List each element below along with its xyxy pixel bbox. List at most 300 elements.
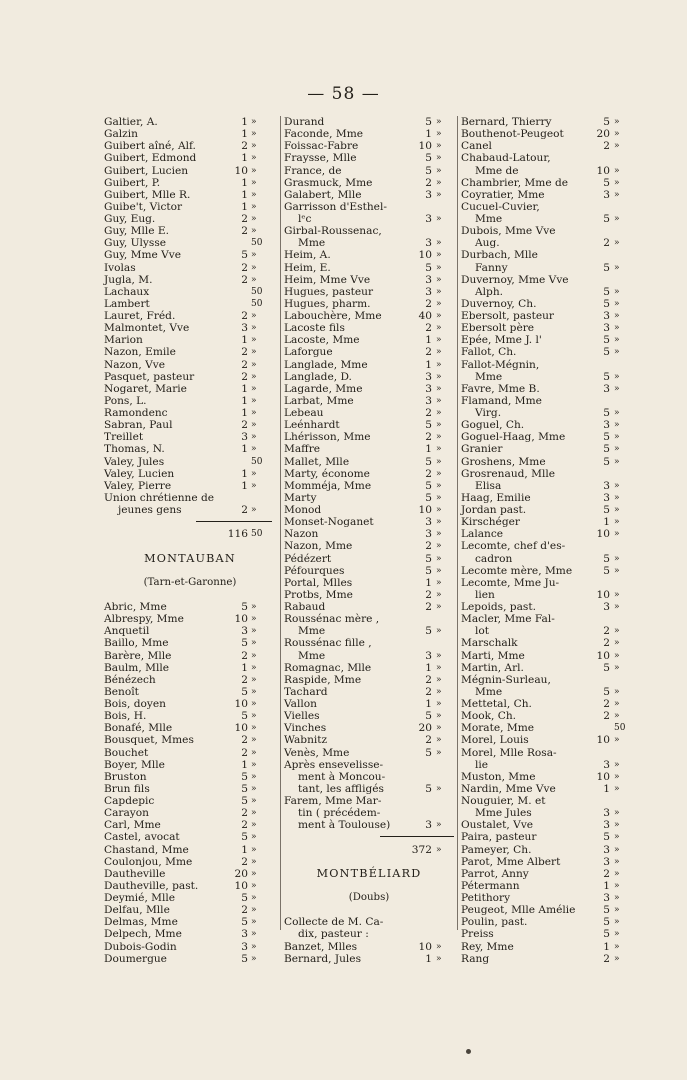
amount-francs: 10 [418,140,432,153]
donor-entry [284,419,454,431]
donor-name: Après ensevelisse- [284,758,384,771]
amount-centimes: » [436,699,442,709]
amount-centimes: » [251,371,257,382]
amount-centimes: » [436,347,442,358]
donor-name: Dubois, Mme Vve [461,225,556,238]
donor-name: Lacoste fils [284,322,345,335]
page-number: — 58 — [307,84,380,104]
donor-name: Marty, économe [284,467,370,480]
amount-centimes: » [251,844,257,855]
donor-name: ment à Moncou- [298,770,386,783]
donor-name: Durbach, Mlle [461,249,538,262]
amount-centimes: » [251,808,257,819]
donor-name: Girbal-Roussenac, [284,225,382,238]
amount-centimes: » [614,868,620,879]
donor-name: Banzet, Mlles [284,940,358,953]
donor-name: Petithory [461,892,511,904]
amount-centimes: » [436,359,442,370]
amount-centimes: » [251,214,257,224]
donor-entry [461,274,631,286]
donor-name: Guibert aîné, Alf. [104,140,196,153]
donor-name: Mme [475,685,503,698]
ink-dot [466,1049,471,1054]
donor-name: Nogaret, Marie [104,382,187,395]
donor-entry [284,262,454,274]
amount-francs: 5 [425,152,432,165]
donor-name: Pasquet, pasteur [104,370,195,383]
amount-francs: 5 [603,455,610,468]
amount-francs: 2 [425,431,432,444]
donor-entry [284,953,454,965]
donor-name: Vielles [284,710,320,723]
amount-centimes: » [614,638,620,649]
donor-name: Jordan past. [461,504,527,516]
donor-entry [284,613,454,625]
donor-name: Durand [284,116,325,128]
donor-entry [284,286,454,298]
amount-francs: 3 [603,819,610,832]
donor-name: Péfourques [284,564,345,577]
amount-francs: 3 [603,419,610,432]
amount-francs: 3 [425,528,432,541]
donor-entry [461,262,631,274]
amount-centimes: » [251,117,257,127]
amount-francs: 5 [603,831,610,844]
amount-centimes: » [614,905,620,916]
donor-entry [284,710,454,722]
donor-name: Jugla, M. [104,273,153,286]
donor-entry [284,407,454,419]
amount-centimes: » [251,395,257,406]
donor-name: Fanny [475,261,508,274]
amount-centimes: » [251,783,257,794]
donor-entry [104,249,276,261]
amount-francs: 5 [425,710,432,723]
amount-centimes: » [436,674,442,685]
amount-centimes: » [251,759,257,770]
donor-name: Nazon [284,528,319,541]
donor-entry [461,710,631,722]
amount-centimes: » [251,274,257,285]
amount-francs: 2 [425,685,432,698]
amount-centimes: 50 [251,456,263,467]
donor-entry [104,456,276,468]
donor-name: dix, pasteur : [298,928,369,941]
donor-name: Grosrenaud, Mlle [461,467,556,480]
donor-entry [461,601,631,613]
donor-entry [284,698,454,710]
donor-entry [284,928,454,940]
donor-name: Marion [104,334,143,347]
donor-entry [104,674,276,686]
donor-entry [104,237,276,249]
donor-entry [104,819,276,831]
total-rule [196,521,272,522]
donor-name: Heim, E. [284,261,331,274]
donor-entry [461,807,631,819]
donor-entry [461,395,631,407]
amount-centimes: » [436,602,442,612]
donor-entry [461,504,631,516]
amount-francs: 5 [603,213,610,225]
donor-entry [284,456,454,468]
amount-francs: 5 [603,504,610,516]
amount-centimes: » [251,662,257,673]
donor-name: Laforgue [284,346,333,359]
amount-centimes: » [436,153,442,164]
amount-francs: 2 [425,467,432,480]
donor-entry [104,941,276,953]
amount-centimes: » [251,420,257,431]
donor-name: Parrot, Anny [461,867,529,880]
amount-centimes: » [614,893,620,903]
amount-francs: 1 [241,176,248,189]
amount-francs: 1 [425,128,432,141]
amount-centimes: » [614,165,620,176]
amount-francs: 1 [241,467,248,480]
amount-francs: 10 [596,528,610,541]
amount-centimes: » [614,626,620,637]
amount-francs: 2 [241,819,248,832]
amount-francs: 1 [241,407,248,419]
amount-francs: 5 [241,782,248,795]
donor-name: Guibert, Mlle R. [104,188,191,201]
amount-francs: 5 [603,443,610,456]
donor-entry [461,953,631,965]
amount-centimes: » [436,420,442,431]
donor-name: Protbs, Mme [284,588,353,601]
donor-entry [104,419,276,431]
amount-centimes: » [614,880,620,891]
amount-francs: 1 [241,394,248,407]
amount-centimes: » [251,250,257,261]
donor-name: Dautheville, past. [104,879,199,892]
amount-centimes: » [614,129,620,140]
total-line [284,844,454,856]
donor-name: Parot, Mme Albert [461,855,561,868]
donor-column-1 [104,116,276,965]
amount-centimes: » [436,371,442,382]
amount-francs: 2 [603,140,610,153]
amount-centimes: » [251,165,257,176]
donor-entry [284,298,454,310]
donor-entry [461,540,631,552]
amount-centimes: » [436,650,442,661]
donor-entry [461,698,631,710]
amount-centimes: » [251,141,257,152]
spacer [284,904,454,916]
amount-francs: 10 [418,504,432,516]
amount-francs: 5 [603,552,610,565]
amount-centimes: » [251,699,257,709]
amount-francs: 2 [241,504,248,516]
donor-entry [461,116,631,128]
donor-name: Castel, avocat [104,831,180,844]
amount-centimes: » [436,565,442,576]
donor-entry [461,577,631,589]
donor-name: Fallot, Ch. [461,346,517,359]
amount-centimes: » [614,383,620,394]
amount-centimes: » [251,796,257,806]
amount-centimes: » [251,626,257,637]
donor-entry [461,844,631,856]
donor-entry [104,274,276,286]
donor-entry [104,165,276,177]
donor-name: Flamand, Mme [461,394,542,407]
donor-name: Valey, Jules [104,455,165,468]
donor-entry [461,468,631,480]
amount-francs: 5 [425,625,432,638]
amount-centimes: » [436,335,442,346]
amount-centimes: » [251,335,257,346]
amount-centimes: » [251,723,257,734]
amount-centimes: » [614,371,620,382]
donor-entry [284,589,454,601]
donor-entry [284,140,454,152]
amount-francs: 2 [603,625,610,638]
amount-centimes: » [436,577,442,588]
donor-name: Duvernoy, Mme Vve [461,273,569,286]
donor-name: Elisa [475,479,502,492]
donor-name: Mook, Ch. [461,710,517,723]
donor-entry [104,637,276,649]
donor-entry [461,383,631,395]
donor-name: Mme [475,370,503,383]
donor-entry [461,892,631,904]
donor-entry [284,346,454,358]
amount-francs: 3 [425,516,432,529]
amount-francs: 3 [603,491,610,504]
donor-name: Galzin [104,128,138,141]
donor-entry [461,310,631,322]
amount-francs: 2 [241,346,248,359]
donor-name: Mme [298,237,326,250]
amount-centimes: » [251,905,257,916]
donor-entry [284,807,454,819]
amount-centimes: » [614,214,620,224]
donor-entry [104,747,276,759]
donor-name: Momméja, Mme [284,479,372,492]
amount-francs: 5 [425,491,432,504]
donor-entry [284,771,454,783]
donor-entry [284,795,454,807]
donor-entry [104,698,276,710]
amount-centimes: » [614,735,620,746]
donor-name: Mallet, Mlle [284,455,350,468]
amount-francs: 2 [425,407,432,419]
amount-francs: 3 [425,237,432,250]
donor-entry [461,201,631,213]
donor-entry [461,431,631,443]
donor-entry [461,686,631,698]
donor-name: Monod [284,504,322,516]
donor-entry [284,237,454,249]
total-rule-line [104,516,276,528]
amount-francs: 3 [241,625,248,638]
donor-entry [104,359,276,371]
donor-column-3 [461,116,631,965]
donor-entry [461,456,631,468]
donor-name: Goguel-Haag, Mme [461,431,566,444]
donor-name: Heim, Mme Vve [284,273,371,286]
donor-name: Marschalk [461,637,518,650]
donor-entry [104,407,276,419]
amount-francs: 5 [241,770,248,783]
amount-centimes: » [614,589,620,600]
donor-entry [104,904,276,916]
donor-entry [284,371,454,383]
amount-centimes: » [251,856,257,867]
donor-name: Bernard, Thierry [461,116,552,128]
amount-centimes: » [614,832,620,843]
donor-entry [104,892,276,904]
amount-francs: 3 [425,382,432,395]
amount-centimes: » [436,117,442,127]
amount-centimes: » [251,129,257,140]
amount-centimes: » [614,492,620,503]
donor-entry [461,819,631,831]
donor-column-2 [284,116,454,965]
amount-francs: 2 [241,855,248,868]
amount-centimes: » [614,456,620,467]
amount-francs: 5 [603,334,610,347]
donor-name: Bonafé, Mlle [104,722,173,735]
donor-name: Ebersolt, pasteur [461,310,554,322]
donor-entry [284,383,454,395]
donor-name: ment à Toulouse) [298,819,391,832]
amount-centimes: » [614,529,620,540]
amount-centimes: » [251,480,257,491]
donor-name: Fallot-Mégnin, [461,358,540,371]
amount-francs: 2 [425,297,432,310]
amount-centimes: » [436,165,442,176]
donor-entry [284,553,454,565]
amount-francs: 1 [241,843,248,856]
donor-entry [104,759,276,771]
donor-entry [104,189,276,201]
amount-centimes: » [614,444,620,455]
donor-name: Hugues, pharm. [284,297,371,310]
donor-entry [461,856,631,868]
donor-entry [104,371,276,383]
donor-name: Collecte de M. Ca- [284,916,384,929]
donor-name: Bousquet, Mmes [104,734,194,747]
amount-francs: 1 [425,443,432,456]
amount-centimes: » [614,335,620,346]
amount-francs: 1 [603,940,610,953]
column-divider [280,116,281,930]
amount-centimes: » [614,602,620,612]
donor-name: Carl, Mme [104,819,161,832]
donor-name: Farem, Mme Mar- [284,795,382,807]
donor-name: Doumergue [104,952,167,965]
amount-centimes: » [614,432,620,443]
amount-francs: 5 [603,346,610,359]
amount-centimes: » [436,444,442,455]
amount-centimes: » [436,432,442,443]
donor-name: Goguel, Ch. [461,419,525,432]
amount-centimes: » [614,117,620,127]
column-divider [457,116,458,930]
donor-name: France, de [284,164,342,177]
amount-centimes: » [614,844,620,855]
amount-centimes: » [251,711,257,722]
amount-centimes: » [614,238,620,249]
amount-francs: 5 [603,407,610,419]
donor-name: Mme [475,213,503,225]
donor-entry [284,759,454,771]
donor-entry [461,941,631,953]
amount-centimes: » [251,201,257,212]
donor-entry [104,650,276,662]
spacer [104,565,276,577]
donor-name: Ivolas [104,261,136,274]
donor-entry [104,116,276,128]
donor-entry [461,298,631,310]
donor-name: Guibe't, Victor [104,200,183,213]
donor-name: Mme [298,625,326,638]
donor-name: Oustalet, Vve [461,819,534,832]
amount-centimes: » [251,929,257,940]
donor-entry [461,322,631,334]
donor-name: Valey, Lucien [104,467,175,480]
amount-francs: 116 [227,528,248,541]
donor-entry [461,334,631,346]
amount-francs: 5 [425,479,432,492]
amount-francs: 1 [241,758,248,771]
amount-centimes: » [251,650,257,661]
donor-name: Raspide, Mme [284,673,362,686]
donor-entry [104,880,276,892]
donor-name: Rabaud [284,601,326,613]
donor-entry [461,637,631,649]
donor-name: Guibert, P. [104,176,161,189]
amount-francs: 1 [241,382,248,395]
donor-entry [284,177,454,189]
donor-entry [104,868,276,880]
donor-name: Barère, Mlle [104,649,172,662]
amount-francs: 1 [603,782,610,795]
amount-francs: 2 [241,273,248,286]
donor-name: lien [475,588,495,601]
donor-name: Venès, Mme [284,746,350,759]
donor-entry [104,286,276,298]
donor-name: Lebeau [284,407,324,419]
amount-centimes: » [436,250,442,261]
amount-francs: 2 [241,904,248,917]
amount-francs: 372 [411,843,432,856]
donor-entry [284,334,454,346]
donor-entry [284,674,454,686]
amount-centimes: » [436,711,442,722]
donor-name: Nazon, Mme [284,540,353,553]
amount-francs: 5 [603,661,610,674]
donor-entry [461,419,631,431]
amount-centimes: » [436,626,442,637]
amount-centimes: » [614,177,620,188]
amount-centimes: » [251,747,257,758]
amount-francs: 5 [425,261,432,274]
amount-centimes: » [251,880,257,891]
donor-entry [104,662,276,674]
donor-entry [104,177,276,189]
amount-francs: 3 [425,649,432,662]
amount-centimes: » [436,456,442,467]
amount-centimes: » [251,820,257,831]
donor-name: Dubois-Godin [104,940,177,953]
donor-entry [461,565,631,577]
amount-francs: 5 [425,564,432,577]
